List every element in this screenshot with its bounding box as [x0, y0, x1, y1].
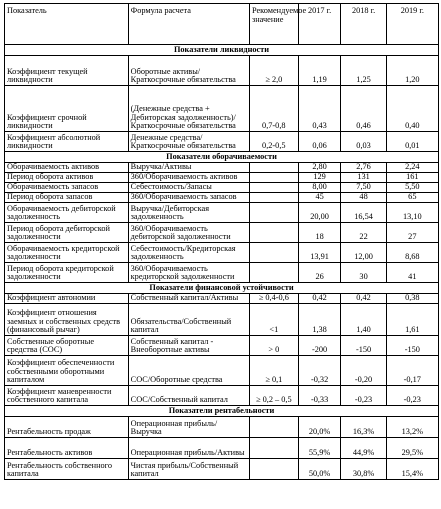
value-2018: 44,9% [341, 438, 386, 459]
recommended-cell [249, 173, 298, 183]
recommended-cell: ≥ 0,2 – 0,5 [249, 386, 298, 406]
table-row [5, 163, 439, 173]
table-row [5, 438, 439, 459]
table-row [5, 386, 439, 406]
header-2018: 2018 г. [341, 4, 386, 45]
value-2017: 55,9% [298, 438, 341, 459]
value-2019: 41 [386, 263, 438, 283]
value-2017: 18 [298, 223, 341, 243]
value-2017: 20,00 [298, 203, 341, 223]
indicator-name: Коэффициент текущей ликвидности [5, 56, 129, 86]
value-2019: -0,17 [386, 356, 438, 386]
recommended-cell [249, 459, 298, 480]
value-2019: 2,24 [386, 163, 438, 173]
value-2017: -200 [298, 336, 341, 356]
table-row [5, 263, 439, 283]
indicator-name: Период оборота активов [5, 173, 129, 183]
table-row [5, 193, 439, 203]
formula-cell: Чистая прибыль/Собственный капитал [128, 459, 249, 480]
indicator-name: Коэффициент обеспеченности собственными оборотными капиталом [5, 356, 129, 386]
value-2017: 129 [298, 173, 341, 183]
table-row [5, 304, 439, 336]
indicator-name: Оборачиваемость кредиторской задолженности [5, 243, 129, 263]
value-2017: 8,00 [298, 183, 341, 193]
value-2018: 16,3% [341, 417, 386, 438]
recommended-cell: <1 [249, 304, 298, 336]
recommended-cell [249, 243, 298, 263]
value-2018: 0,03 [341, 132, 386, 152]
formula-cell: Собственный капитал/Активы [128, 294, 249, 304]
value-2017: 0,43 [298, 86, 341, 132]
recommended-cell: 0,7-0,8 [249, 86, 298, 132]
value-2018: 12,00 [341, 243, 386, 263]
indicator-name: Собственные оборотные средства (СОС) [5, 336, 129, 356]
formula-cell: Оборотные активы/Краткосрочные обязательства [128, 56, 249, 86]
formula-cell: 360/Оборачиваемость кредиторской задолженности [128, 263, 249, 283]
value-2018: 2,76 [341, 163, 386, 173]
value-2019: 0,38 [386, 294, 438, 304]
indicator-name: Рентабельность собственного капитала [5, 459, 129, 480]
value-2017: 1,19 [298, 56, 341, 86]
table-row [5, 336, 439, 356]
header-formula: Формула расчета [128, 4, 249, 45]
formula-cell: Собственный капитал - Внеоборотные активы [128, 336, 249, 356]
value-2019: 0,40 [386, 86, 438, 132]
table-row [5, 173, 439, 183]
value-2017: 0,42 [298, 294, 341, 304]
header-2019: 2019 г. [386, 4, 438, 45]
value-2019: 13,10 [386, 203, 438, 223]
recommended-cell [249, 163, 298, 173]
value-2019: 15,4% [386, 459, 438, 480]
recommended-cell: ≥ 2,0 [249, 56, 298, 86]
indicator-name: Рентабельность продаж [5, 417, 129, 438]
value-2019: 8,68 [386, 243, 438, 263]
value-2017: 0,06 [298, 132, 341, 152]
value-2017: 45 [298, 193, 341, 203]
recommended-cell: 0,2-0,5 [249, 132, 298, 152]
value-2019: 5,50 [386, 183, 438, 193]
formula-cell: Денежные средства/Краткосрочные обязательства [128, 132, 249, 152]
indicator-name: Период оборота кредиторской задолженности [5, 263, 129, 283]
recommended-cell [249, 193, 298, 203]
header-row [5, 4, 439, 45]
recommended-cell [249, 203, 298, 223]
value-2019: 161 [386, 173, 438, 183]
formula-cell: СОС/Собственный капитал [128, 386, 249, 406]
indicator-name: Коэффициент абсолютной ликвидности [5, 132, 129, 152]
table-row [5, 203, 439, 223]
value-2018: 48 [341, 193, 386, 203]
recommended-cell: ≥ 0,1 [249, 356, 298, 386]
value-2017: 2,80 [298, 163, 341, 173]
section-title: Показатели оборачиваемости [5, 152, 439, 163]
table-row [5, 294, 439, 304]
value-2018: 1,40 [341, 304, 386, 336]
value-2018: 30,8% [341, 459, 386, 480]
recommended-cell: > 0 [249, 336, 298, 356]
table-row [5, 243, 439, 263]
table-row [5, 56, 439, 86]
indicator-name: Коэффициент отношения заемных и собственных средств (финансовый рычаг) [5, 304, 129, 336]
value-2018: 7,50 [341, 183, 386, 193]
recommended-cell [249, 183, 298, 193]
document-page [4, 3, 439, 480]
recommended-cell [249, 417, 298, 438]
formula-cell: Операционная прибыль/Выручка [128, 417, 249, 438]
value-2017: 50,0% [298, 459, 341, 480]
value-2018: 16,54 [341, 203, 386, 223]
value-2017: -0,32 [298, 356, 341, 386]
header-indicator: Показатель [5, 4, 129, 45]
header-2017: 2017 г. [298, 4, 341, 45]
recommended-cell [249, 223, 298, 243]
recommended-cell [249, 263, 298, 283]
formula-cell: СОС/Оборотные средства [128, 356, 249, 386]
value-2019: 65 [386, 193, 438, 203]
financial-ratios-table [4, 3, 439, 480]
indicator-name: Оборачиваемость дебиторской задолженность [5, 203, 129, 223]
value-2018: 1,25 [341, 56, 386, 86]
recommended-cell [249, 438, 298, 459]
formula-cell: 360/Оборачиваемость дебиторской задолженности [128, 223, 249, 243]
value-2018: 0,42 [341, 294, 386, 304]
table-row [5, 132, 439, 152]
formula-cell: (Денежные средства + Дебиторская задолженность)/Краткосрочные обязательства [128, 86, 249, 132]
table-row [5, 459, 439, 480]
recommended-cell: ≥ 0,4-0,6 [249, 294, 298, 304]
value-2018: 0,46 [341, 86, 386, 132]
formula-cell: Обязательства/Собственный капитал [128, 304, 249, 336]
value-2019: 0,01 [386, 132, 438, 152]
formula-cell: Выручка/Дебиторская задолженность [128, 203, 249, 223]
value-2017: 1,38 [298, 304, 341, 336]
indicator-name: Период оборота запасов [5, 193, 129, 203]
indicator-name: Оборачиваемость активов [5, 163, 129, 173]
table-row [5, 417, 439, 438]
value-2019: 1,61 [386, 304, 438, 336]
formula-cell: Себестоимость/Кредиторская задолженность [128, 243, 249, 263]
header-recommended: Рекомендуемое значение [249, 4, 298, 45]
value-2019: 1,20 [386, 56, 438, 86]
section-title: Показатели финансовой устойчивости [5, 283, 439, 294]
value-2019: -0,23 [386, 386, 438, 406]
indicator-name: Коэффициент срочной ликвидности [5, 86, 129, 132]
formula-cell: Себестоимость/Запасы [128, 183, 249, 193]
value-2017: 13,91 [298, 243, 341, 263]
table-row [5, 223, 439, 243]
section-title: Показатели рентабельности [5, 406, 439, 417]
value-2018: -0,23 [341, 386, 386, 406]
value-2019: -150 [386, 336, 438, 356]
value-2018: 22 [341, 223, 386, 243]
formula-cell: Операционная прибыль/Активы [128, 438, 249, 459]
value-2018: 131 [341, 173, 386, 183]
indicator-name: Коэффициент автономии [5, 294, 129, 304]
table-row [5, 86, 439, 132]
indicator-name: Оборачиваемость запасов [5, 183, 129, 193]
formula-cell: 360/Оборачиваемость активов [128, 173, 249, 183]
formula-cell: Выручка/Активы [128, 163, 249, 173]
value-2019: 29,5% [386, 438, 438, 459]
indicator-name: Рентабельность активов [5, 438, 129, 459]
value-2019: 27 [386, 223, 438, 243]
value-2017: 26 [298, 263, 341, 283]
section-title: Показатели ликвидности [5, 45, 439, 56]
table-row [5, 356, 439, 386]
indicator-name: Период оборота дебиторской задолженности [5, 223, 129, 243]
value-2018: 30 [341, 263, 386, 283]
value-2019: 13,2% [386, 417, 438, 438]
value-2017: 20,0% [298, 417, 341, 438]
value-2017: -0,33 [298, 386, 341, 406]
value-2018: -0,20 [341, 356, 386, 386]
value-2018: -150 [341, 336, 386, 356]
formula-cell: 360/Оборачиваемость запасов [128, 193, 249, 203]
table-row [5, 183, 439, 193]
indicator-name: Коэффициент маневренности собственного капитала [5, 386, 129, 406]
